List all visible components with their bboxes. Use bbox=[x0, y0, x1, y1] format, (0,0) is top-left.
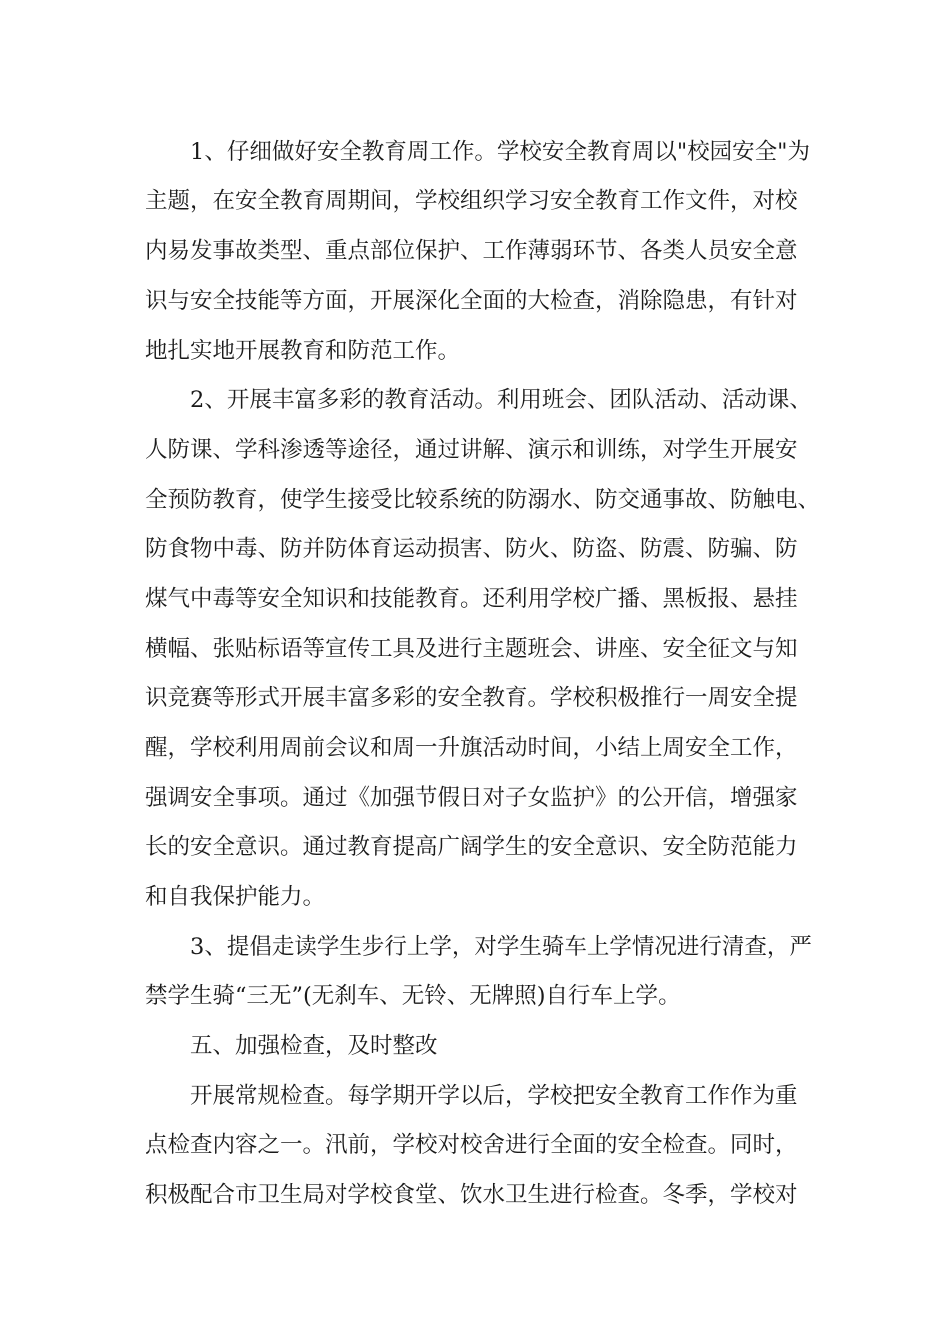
paragraph-1-line-1: 1、仔细做好安全教育周工作。学校安全教育周以"校园安全"为 bbox=[190, 139, 811, 165]
paragraph-4-line-3: 积极配合市卫生局对学校食堂、饮水卫生进行检查。冬季，学校对 bbox=[145, 1182, 798, 1208]
paragraph-2-line-4: 防食物中毒、防并防体育运动损害、防火、防盗、防震、防骗、防 bbox=[145, 536, 798, 562]
paragraph-1-line-5: 地扎实地开展教育和防范工作。 bbox=[145, 338, 461, 364]
paragraph-2-line-5: 煤气中毒等安全知识和技能教育。还利用学校广播、黑板报、悬挂 bbox=[145, 586, 798, 612]
paragraph-2-line-3: 全预防教育，使学生接受比较系统的防溺水、防交通事故、防触电、 bbox=[145, 487, 821, 513]
paragraph-1-line-3: 内易发事故类型、重点部位保护、工作薄弱环节、各类人员安全意 bbox=[145, 238, 798, 264]
paragraph-3-line-2: 禁学生骑“三无”(无刹车、无铃、无牌照)自行车上学。 bbox=[145, 983, 681, 1009]
paragraph-2-line-7: 识竞赛等形式开展丰富多彩的安全教育。学校积极推行一周安全提 bbox=[145, 685, 798, 711]
paragraph-2-line-9: 强调安全事项。通过《加强节假日对子女监护》的公开信，增强家 bbox=[145, 785, 798, 811]
section-heading: 五、加强检查，及时整改 bbox=[190, 1033, 438, 1059]
paragraph-2-line-1: 2、开展丰富多彩的教育活动。利用班会、团队活动、活动课、 bbox=[190, 387, 812, 413]
paragraph-2-line-8: 醒，学校利用周前会议和周一升旗活动时间，小结上周安全工作， bbox=[145, 735, 798, 761]
paragraph-1-line-2: 主题，在安全教育周期间，学校组织学习安全教育工作文件，对校 bbox=[145, 188, 798, 214]
paragraph-1-line-4: 识与安全技能等方面，开展深化全面的大检查，消除隐患，有针对 bbox=[145, 288, 798, 314]
paragraph-3-line-1: 3、提倡走读学生步行上学，对学生骑车上学情况进行清查，严 bbox=[190, 934, 812, 960]
paragraph-4-line-2: 点检查内容之一。汛前，学校对校舍进行全面的安全检查。同时， bbox=[145, 1132, 798, 1158]
paragraph-2-line-6: 横幅、张贴标语等宣传工具及进行主题班会、讲座、安全征文与知 bbox=[145, 636, 798, 662]
paragraph-2-line-10: 长的安全意识。通过教育提高广阔学生的安全意识、安全防范能力 bbox=[145, 834, 798, 860]
paragraph-2-line-11: 和自我保护能力。 bbox=[145, 884, 326, 910]
paragraph-4-line-1: 开展常规检查。每学期开学以后，学校把安全教育工作作为重 bbox=[190, 1083, 798, 1109]
paragraph-2-line-2: 人防课、学科渗透等途径，通过讲解、演示和训练，对学生开展安 bbox=[145, 437, 798, 463]
